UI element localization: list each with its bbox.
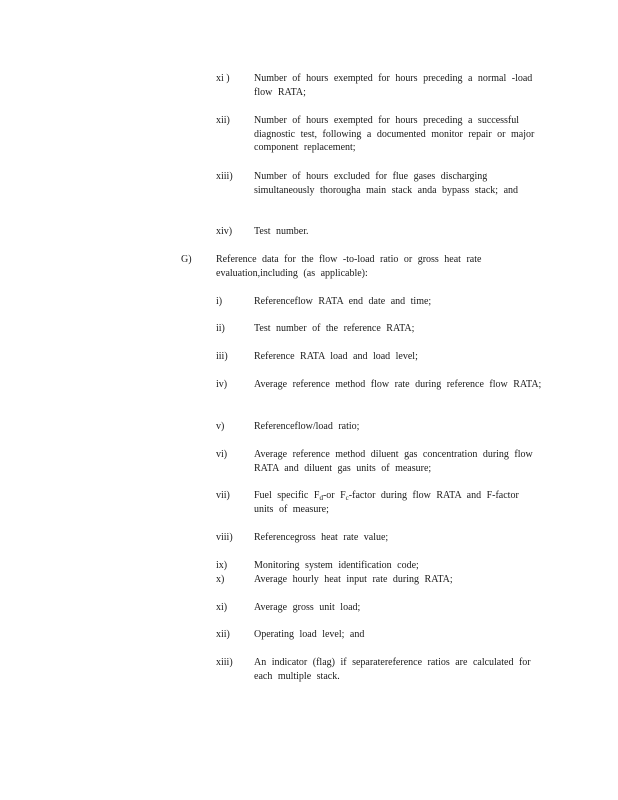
item-number: ix) [216, 560, 228, 571]
list-item-g-iv [216, 378, 546, 406]
item-number: i) [216, 296, 223, 307]
item-text: Number of hours exempted for hours preceding a normal -load flow RATA; [254, 73, 533, 98]
item-text [254, 489, 534, 516]
item-number: xiii) [216, 171, 233, 182]
item-text: Number of hours excluded for flue gases discharging simultaneously thorougha main stack anda bypass stack; and [254, 171, 519, 196]
item-number: ii) [216, 323, 225, 334]
item-text: Monitoring system identification code; [254, 560, 419, 571]
list-item-g-v [216, 420, 546, 434]
item-number: viii) [216, 532, 233, 543]
list-item-f-xiii [216, 170, 546, 212]
list-item-g-xiii [216, 656, 546, 684]
item-text-part: -or F [322, 490, 346, 501]
item-text: Average reference method flow rate during reference flow RATA; [254, 379, 542, 390]
section-g-heading [181, 253, 531, 281]
list-item-g-i [216, 295, 546, 309]
item-number: xii) [216, 629, 230, 640]
item-text: Reference RATA load and load level; [254, 351, 418, 362]
subscript-d: d [319, 494, 323, 502]
item-text: Referencegross heat rate value; [254, 532, 389, 543]
item-number: xiv) [216, 226, 233, 237]
list-item-g-xii [216, 628, 546, 642]
item-number: vi) [216, 449, 228, 460]
item-number: xii) [216, 115, 230, 126]
item-text-part: Fuel specific F [254, 490, 320, 501]
item-text: Referenceflow RATA end date and time; [254, 296, 432, 307]
item-text: Average gross unit load; [254, 602, 361, 613]
list-item-g-ii [216, 322, 546, 336]
item-number: iii) [216, 351, 228, 362]
list-item-g-x [216, 573, 546, 587]
item-number: x) [216, 574, 225, 585]
list-item-g-xi [216, 601, 546, 615]
item-text: Number of hours exempted for hours preceding a successful diagnostic test, following a documented monitor repair or major component replacement; [254, 115, 535, 154]
item-text: An indicator (flag) if separatereference ratios are calculated for each multiple stack. [254, 657, 531, 682]
item-number: xiii) [216, 657, 233, 668]
list-item-g-viii [216, 531, 546, 545]
item-text: Average hourly heat input rate during RATA; [254, 574, 453, 585]
section-text: Reference data for the flow -to-load ratio or gross heat rate evaluation,including (as applicable): [216, 254, 482, 279]
item-number: vii) [216, 490, 230, 501]
item-text-part: -factor during flow RATA and F-factor units of measure; [254, 490, 519, 515]
item-text: Test number of the reference RATA; [254, 323, 415, 334]
list-item-g-iii [216, 350, 546, 364]
item-number: xi ) [216, 73, 230, 84]
list-item-g-vi [216, 448, 546, 476]
item-text: Referenceflow/load ratio; [254, 421, 360, 432]
item-text: Average reference method diluent gas concentration during flow RATA and diluent gas units of measure; [254, 449, 533, 474]
item-text: Test number. [254, 226, 309, 237]
item-number: iv) [216, 379, 228, 390]
item-number: v) [216, 421, 225, 432]
list-item-g-ix [216, 559, 546, 573]
list-item-f-xi [216, 72, 546, 100]
list-item-f-xiv [216, 225, 546, 239]
section-number: G) [181, 254, 192, 265]
list-item-g-vii [216, 489, 546, 517]
item-text: Operating load level; and [254, 629, 365, 640]
item-number: xi) [216, 602, 228, 613]
list-item-f-xii [216, 114, 546, 156]
subscript-c: c [345, 494, 349, 502]
